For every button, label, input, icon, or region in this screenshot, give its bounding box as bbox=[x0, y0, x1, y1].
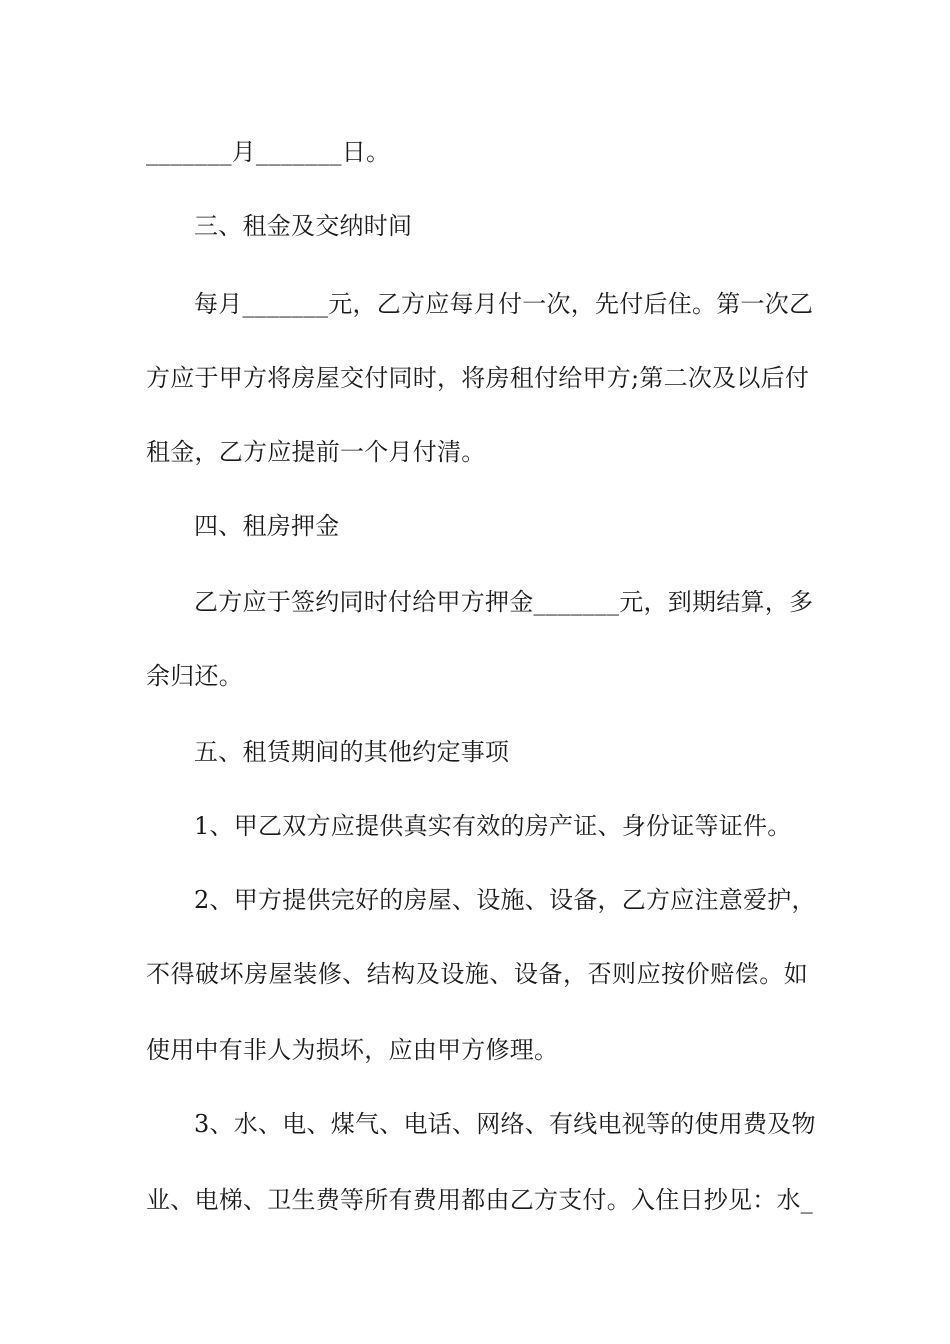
list-item-1: 1、甲乙双方应提供真实有效的房产证、身份证等证件。 bbox=[194, 812, 792, 840]
section-heading-rent: 三、租金及交纳时间 bbox=[194, 212, 413, 240]
list-item-2: 2、甲方提供完好的房屋、设施、设备，乙方应注意爱护， bbox=[194, 886, 816, 914]
paragraph-line: 租金，乙方应提前一个月付清。 bbox=[146, 438, 486, 466]
paragraph-line: 使用中有非人为损坏，应由甲方修理。 bbox=[146, 1036, 559, 1064]
section-heading-other-terms: 五、租赁期间的其他约定事项 bbox=[194, 738, 510, 766]
paragraph-line: 余归还。 bbox=[146, 662, 243, 690]
paragraph-line: 每月_______元，乙方应每月付一次，先付后住。第一次乙 bbox=[194, 290, 814, 318]
date-line: _______月_______日。 bbox=[146, 138, 391, 166]
paragraph-line: 不得破坏房屋装修、结构及设施、设备，否则应按价赔偿。如 bbox=[146, 960, 808, 988]
section-heading-deposit: 四、租房押金 bbox=[194, 512, 340, 540]
paragraph-line: 方应于甲方将房屋交付同时，将房租付给甲方;第二次及以后付 bbox=[146, 364, 810, 392]
list-item-3: 3、水、电、煤气、电话、网络、有线电视等的使用费及物 bbox=[194, 1110, 816, 1138]
paragraph-line: 业、电梯、卫生费等所有费用都由乙方支付。入住日抄见：水_ bbox=[146, 1186, 813, 1214]
paragraph-line: 乙方应于签约同时付给甲方押金_______元，到期结算，多 bbox=[194, 588, 814, 616]
